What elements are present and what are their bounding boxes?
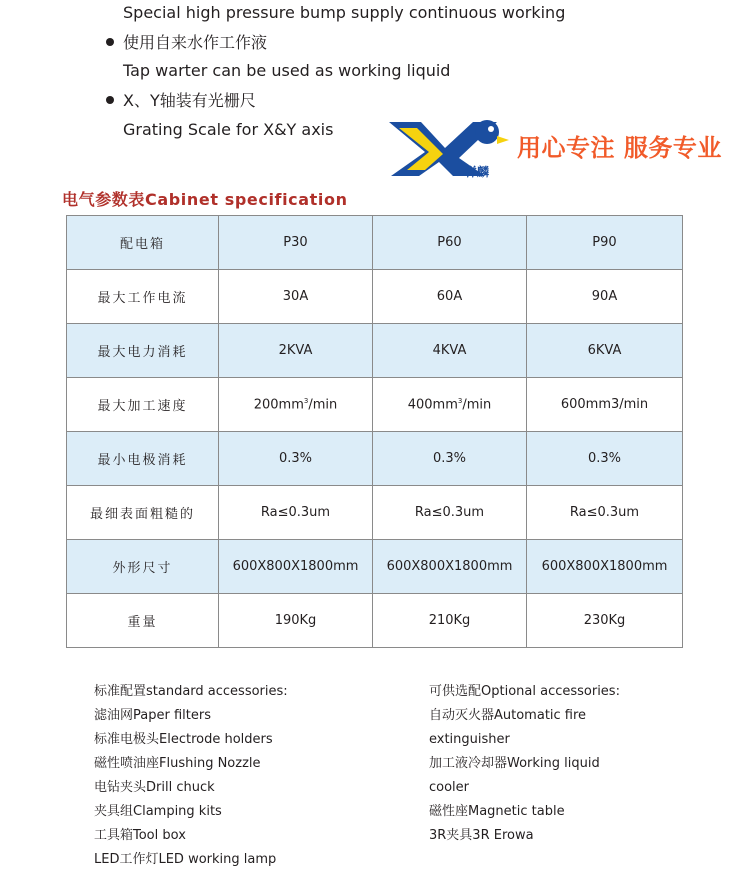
table-row [67,594,683,648]
list-item: 滤油网Paper filters [94,708,211,723]
bullet-icon [106,96,114,104]
table-cell: Ra≤0.3um [373,486,527,540]
row-label: 最大加工速度 [67,378,219,432]
superscript: 3 [457,396,463,405]
table-cell: 2KVA [219,324,373,378]
table-cell [219,378,373,432]
standard-accessories [94,680,288,872]
table-row [67,270,683,324]
table-cell: 600X800X1800mm [219,540,373,594]
table-cell: 0.3% [219,432,373,486]
feature-line: Grating Scale for X&Y axis [123,120,334,139]
brand-slogan: 用心专注 服务专业 [517,134,722,162]
table-cell: 0.3% [527,432,683,486]
list-item: 磁性座Magnetic table [429,804,565,819]
row-label: 最大工作电流 [67,270,219,324]
table-cell: 600X800X1800mm [527,540,683,594]
list-item: 电钻夹头Drill chuck [94,780,215,795]
list-item: 自动灭火器Automatic fire [429,708,587,723]
list-item: 磁性喷油座Flushing Nozzle [94,756,261,771]
table-header-cell: P30 [219,216,373,270]
section-title: 电气参数表Cabinet specification [62,190,348,209]
superscript: 3 [303,396,309,405]
table-row [67,324,683,378]
table-header-cell: P60 [373,216,527,270]
table-cell: Ra≤0.3um [219,486,373,540]
speed-value: 200mm [253,397,304,413]
row-label: 最小电极消耗 [67,432,219,486]
list-item: extinguisher [429,732,510,747]
table-cell: 4KVA [373,324,527,378]
feature-item [106,33,267,53]
table-cell: 60A [373,270,527,324]
table-row [67,432,683,486]
list-item: 夹具组Clamping kits [94,804,222,819]
table-cell [373,378,527,432]
bullet-icon [106,38,114,46]
table-row [67,378,683,432]
table-cell: 0.3% [373,432,527,486]
row-label: 重量 [67,594,219,648]
table-header-row [67,216,683,270]
table-cell: 30A [219,270,373,324]
speed-value: 400mm [407,397,458,413]
table-cell: 230Kg [527,594,683,648]
optional-accessories [429,680,620,848]
table-cell: 190Kg [219,594,373,648]
table-header-cell: P90 [527,216,683,270]
table-cell: 90A [527,270,683,324]
table-cell: 6KVA [527,324,683,378]
feature-line: Tap warter can be used as working liquid [123,61,451,80]
table-cell: 600mm3/min [527,378,683,432]
speed-unit: /min [308,397,338,413]
list-item: LED工作灯LED working lamp [94,852,277,867]
accessories-heading: 标准配置standard accessories: [94,684,288,699]
table-header-cell: 配电箱 [67,216,219,270]
company-logo [385,118,510,180]
feature-line: X、Y轴装有光栅尺 [123,91,256,110]
feature-item [106,91,256,111]
feature-line: Special high pressure bump supply continuous working [123,3,566,22]
speed-unit: /min [462,397,492,413]
list-item: 工具箱Tool box [94,828,186,843]
list-item: 加工液冷却器Working liquid [429,756,600,771]
table-cell: 210Kg [373,594,527,648]
row-label: 最大电力消耗 [67,324,219,378]
row-label: 外形尺寸 [67,540,219,594]
feature-line: 使用自来水作工作液 [123,33,268,52]
list-item: 3R夹具3R Erowa [429,828,534,843]
table-row [67,540,683,594]
row-label: 最细表面粗糙的 [67,486,219,540]
table-row [67,486,683,540]
logo-text: 祥麟 [465,165,490,179]
table-cell: 600X800X1800mm [373,540,527,594]
list-item: cooler [429,780,470,795]
spec-table [66,215,683,648]
list-item: 标准电极头Electrode holders [94,732,273,747]
table-cell: Ra≤0.3um [527,486,683,540]
accessories-heading: 可供选配Optional accessories: [429,684,620,699]
